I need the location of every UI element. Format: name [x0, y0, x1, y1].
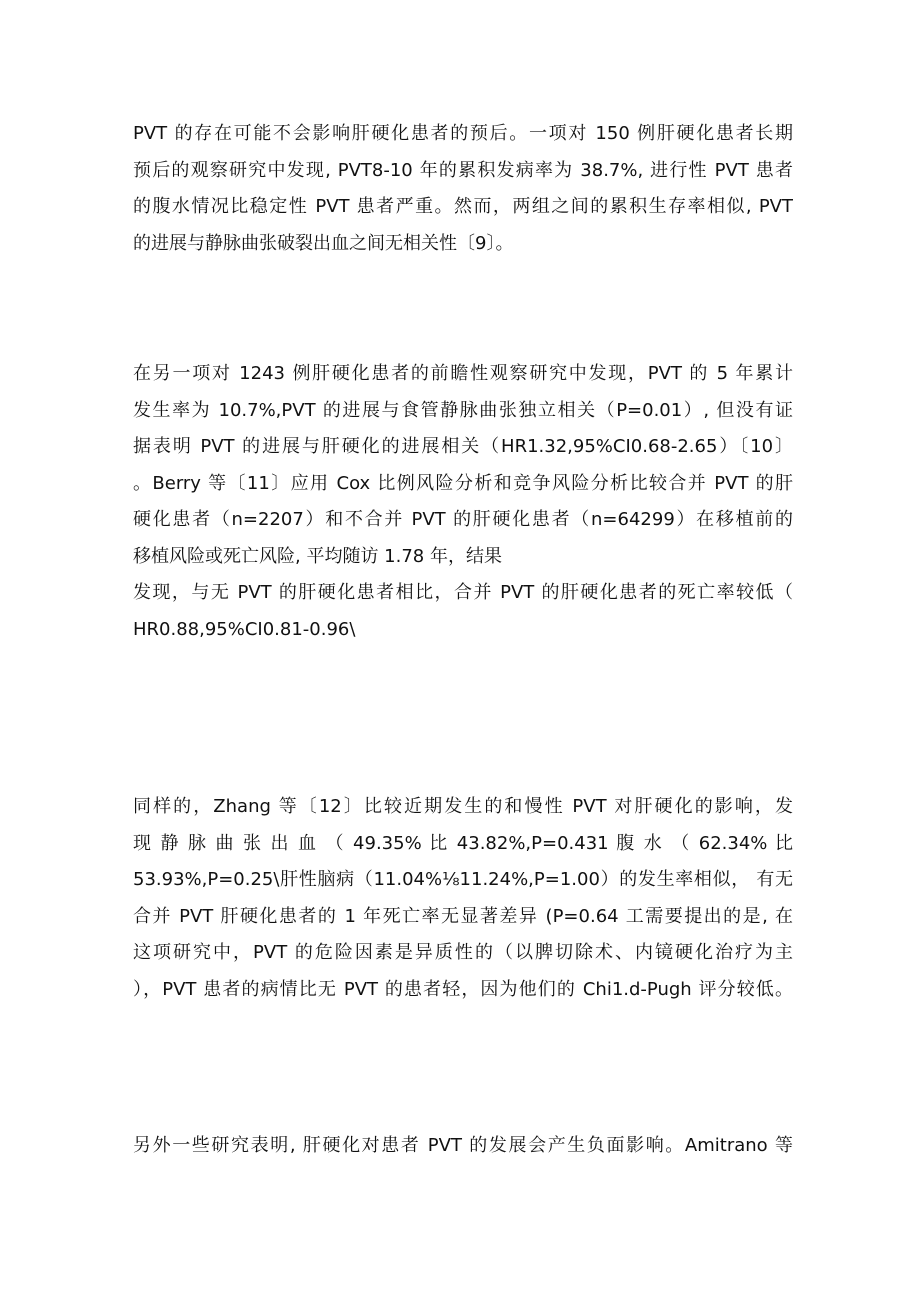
text-line: 现 静 脉 曲 张 出 血 （ 49.35% 比 43.82%,P=0.431 腹 水 （ 62.34% 比 — [133, 832, 793, 854]
text-line: 53.93%,P=0.25\肝性脑病（11.04%⅛11.24%,P=1.00）的发生率相似， 有无 — [133, 869, 793, 890]
text-line: 硬化患者（n=2207）和不合并 PVT 的肝硬化患者（n=64299）在移植前的 — [133, 509, 793, 530]
paragraph-2 — [133, 356, 793, 648]
text-line: 移植风险或死亡风险, 平均随访 1.78 年，结果 — [133, 545, 502, 567]
text-line: 同样的，Zhang 等〔12〕比较近期发生的和慢性 PVT 对肝硬化的影响，发 — [133, 796, 793, 817]
text-line: 在另一项对 1243 例肝硬化患者的前瞻性观察研究中发现，PVT 的 5 年累计 — [133, 363, 793, 384]
text-line: PVT 的存在可能不会影响肝硬化患者的预后。一项对 150 例肝硬化患者长期 — [133, 123, 793, 144]
paragraph-3 — [133, 789, 793, 1008]
text-line: HR0.88,95%CI0.81-0.96\ — [133, 618, 356, 640]
text-line: 。Berry 等〔11〕应用 Cox 比例风险分析和竞争风险分析比较合并 PVT 的肝 — [133, 472, 793, 494]
text-line: 的进展与静脉曲张破裂出血之间无相关性〔9〕。 — [133, 232, 514, 254]
text-line: 据表明 PVT 的进展与肝硬化的进展相关（HR1.32,95%CI0.68-2.65）〔10〕 — [133, 436, 793, 457]
text-line: 发生率为 10.7%,PVT 的进展与食管静脉曲张独立相关（P=0.01）, 但没有证 — [133, 399, 793, 421]
text-line: 预后的观察研究中发现, PVT8-10 年的累积发病率为 38.7%, 进行性 PVT 患者 — [133, 159, 793, 181]
text-line: 的腹水情况比稳定性 PVT 患者严重。然而，两组之间的累积生存率相似, PVT — [133, 196, 793, 217]
text-line: 这项研究中，PVT 的危险因素是异质性的（以脾切除术、内镜硬化治疗为主 — [133, 942, 793, 963]
text-line: 另外一些研究表明, 肝硬化对患者 PVT 的发展会产生负面影响。Amitrano 等 — [133, 1135, 793, 1156]
text-line: 合并 PVT 肝硬化患者的 1 年死亡率无显著差异 (P=0.64 工需要提出的是, 在 — [133, 905, 793, 927]
paragraph-1 — [133, 116, 793, 262]
paragraph-4 — [133, 1128, 793, 1165]
text-line: 发现，与无 PVT 的肝硬化患者相比，合并 PVT 的肝硬化患者的死亡率较低（ — [133, 582, 793, 603]
text-line: ），PVT 患者的病情比无 PVT 的患者轻，因为他们的 Chi1.d-Pugh 评分较低。 — [133, 978, 793, 1000]
